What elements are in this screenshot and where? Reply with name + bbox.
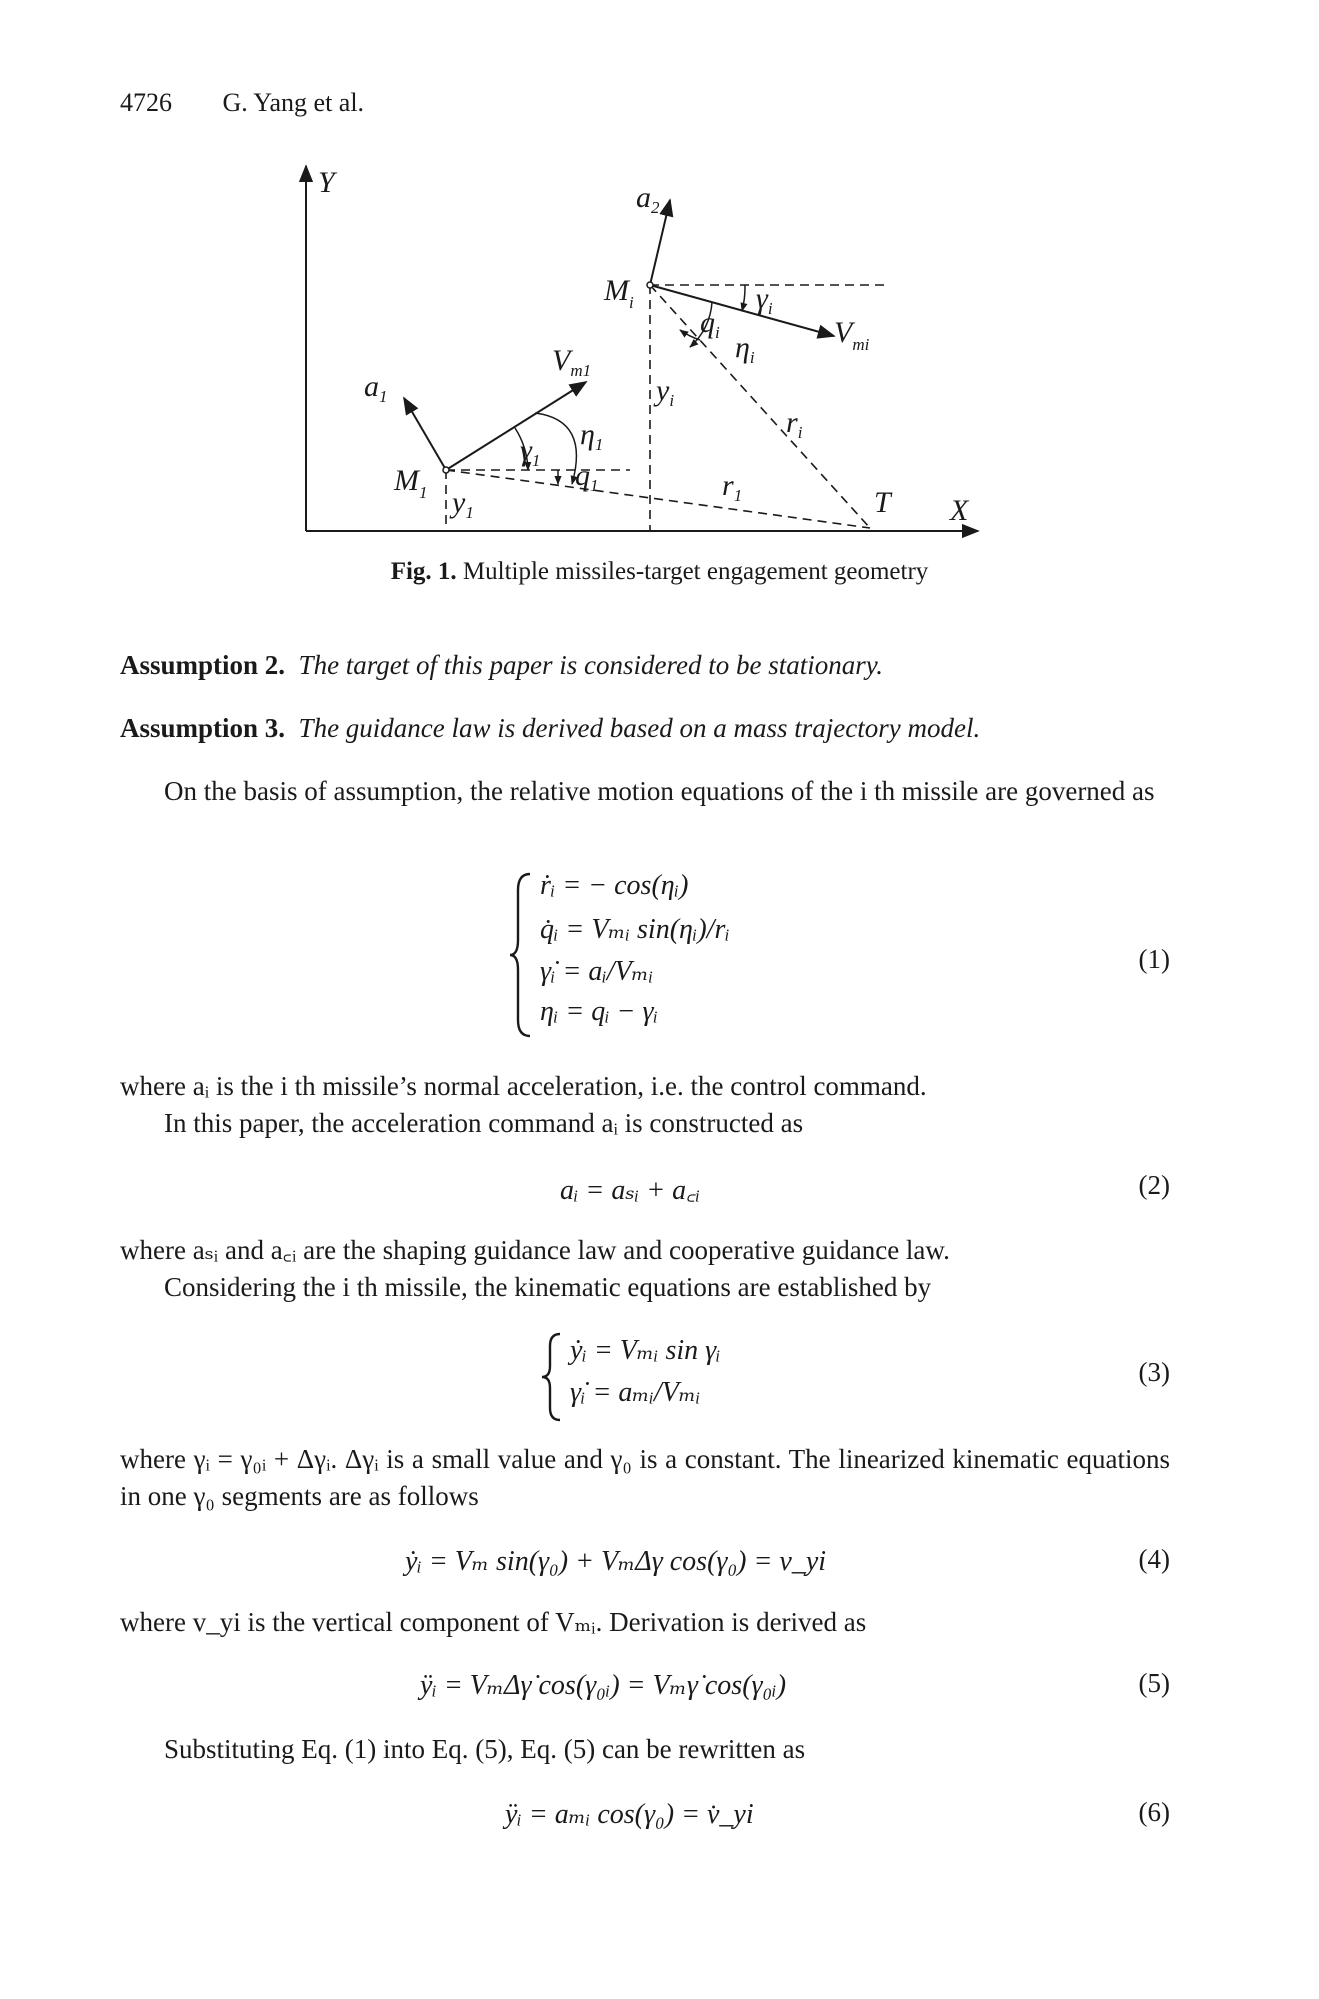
paragraph-vyi-definition: where v_yi is the vertical component of Vₘᵢ. Derivation is derived as — [120, 1607, 867, 1637]
engagement-geometry-figure — [280, 150, 1000, 550]
paragraph-acceleration-intro: In this paper, the acceleration command aᵢ is constructed as — [164, 1108, 804, 1138]
paragraph-asi-aci: where aₛᵢ and a꜀ᵢ are the shaping guidance law and cooperative guidance law. — [120, 1235, 950, 1265]
label-gamma-i: $\gamma_i$ — [756, 282, 773, 318]
assumption-3-text: The guidance law is derived based on a mass trajectory model. — [298, 713, 981, 743]
label-m1: $M_1$ — [394, 464, 428, 502]
eq6: ÿᵢ = aₘᵢ cos(γ₀) = v̇_yi — [505, 1799, 754, 1830]
figure-caption — [0, 558, 1319, 586]
eq1-line-1: ṙᵢ = − cos(ηᵢ) — [540, 870, 689, 901]
label-a2: $a_2$ — [636, 181, 660, 217]
eq3-line-1: ẏᵢ = Vₘᵢ sin γᵢ — [570, 1335, 721, 1366]
a1-vector — [404, 398, 446, 470]
eq4-number: (4) — [1138, 1544, 1170, 1574]
label-x-axis: X — [950, 494, 969, 527]
eq1-brace — [510, 870, 534, 1040]
label-y-axis: Y — [318, 166, 335, 199]
label-ri: $r_i$ — [786, 406, 803, 442]
assumption-2 — [120, 647, 1170, 684]
eq2-number: (2) — [1138, 1170, 1170, 1200]
eq3-number: (3) — [1138, 1357, 1170, 1387]
assumption-3-label: Assumption 3. — [120, 713, 286, 743]
eq3-line-2: γ̇ᵢ = aₘᵢ/Vₘᵢ — [570, 1377, 701, 1408]
paragraph-motion-intro: On the basis of assumption, the relative motion equations of the i th missile are governed as — [164, 776, 1155, 806]
eq2: aᵢ = aₛᵢ + a꜀ᵢ — [560, 1175, 701, 1206]
eq1-line-3: γ̇ᵢ = aᵢ/Vₘᵢ — [540, 956, 654, 987]
label-eta-1: $\eta_1$ — [580, 418, 604, 454]
label-gamma-1: $\gamma_1$ — [520, 434, 541, 470]
label-a1: $a_1$ — [364, 370, 388, 406]
authors: G. Yang et al. — [222, 88, 365, 117]
eq5: ÿᵢ = VₘΔγ̇ cos(γ₀ᵢ) = Vₘγ̇ cos(γ₀ᵢ) — [420, 1670, 787, 1701]
m1-point — [443, 467, 449, 473]
qi-arc — [680, 330, 700, 340]
gamma-i-arc — [742, 285, 745, 311]
r1-los-line — [446, 470, 870, 528]
eq1-line-4: ηᵢ = qᵢ − γᵢ — [540, 996, 659, 1027]
label-yi: $y_i$ — [656, 374, 675, 410]
eq6-number: (6) — [1138, 1797, 1170, 1827]
label-q1: $q_1$ — [575, 459, 599, 495]
assumption-3 — [120, 710, 1170, 747]
eq1-line-2: q̇ᵢ = Vₘᵢ sin(ηᵢ)/rᵢ — [540, 914, 730, 945]
label-vm1: $V_{m1}$ — [552, 344, 592, 380]
paragraph-ai-definition: where aᵢ is the i th missile’s normal acceleration, i.e. the control command. — [120, 1071, 927, 1101]
label-mi: $M_i$ — [604, 274, 634, 312]
assumption-2-text: The target of this paper is considered to be stationary. — [298, 650, 884, 680]
caption-text: Multiple missiles-target engagement geometry — [462, 558, 929, 585]
paragraph-kinematic-intro: Considering the i th missile, the kinematic equations are established by — [164, 1272, 932, 1302]
eta-1-arc — [535, 413, 576, 484]
eq4: ẏᵢ = Vₘ sin(γ₀) + VₘΔγ cos(γ₀) = v_yi — [405, 1546, 827, 1577]
label-y1: $y_1$ — [452, 486, 474, 522]
caption-label: Fig. 1. — [390, 558, 457, 585]
paragraph-gamma-linearization: where γᵢ = γ₀ᵢ + Δγᵢ. Δγᵢ is a small value and γ₀ is a constant. The linearized kinematic equations in one γ₀ segments are as follows — [120, 1444, 1170, 1511]
running-head — [120, 88, 364, 118]
eq5-number: (5) — [1138, 1668, 1170, 1698]
label-qi: $q_i$ — [700, 306, 720, 342]
page-number: 4726 — [120, 88, 172, 117]
label-vmi: $V_{mi}$ — [834, 316, 870, 354]
label-target: T — [874, 486, 891, 519]
eq3-brace — [542, 1330, 564, 1424]
paragraph-substitution: Substituting Eq. (1) into Eq. (5), Eq. (5) can be rewritten as — [164, 1734, 806, 1764]
label-r1: $r_1$ — [722, 469, 743, 505]
label-eta-i: $\eta_i$ — [735, 331, 755, 367]
eq1-number: (1) — [1138, 944, 1170, 974]
mi-point — [647, 282, 653, 288]
assumption-2-label: Assumption 2. — [120, 650, 286, 680]
